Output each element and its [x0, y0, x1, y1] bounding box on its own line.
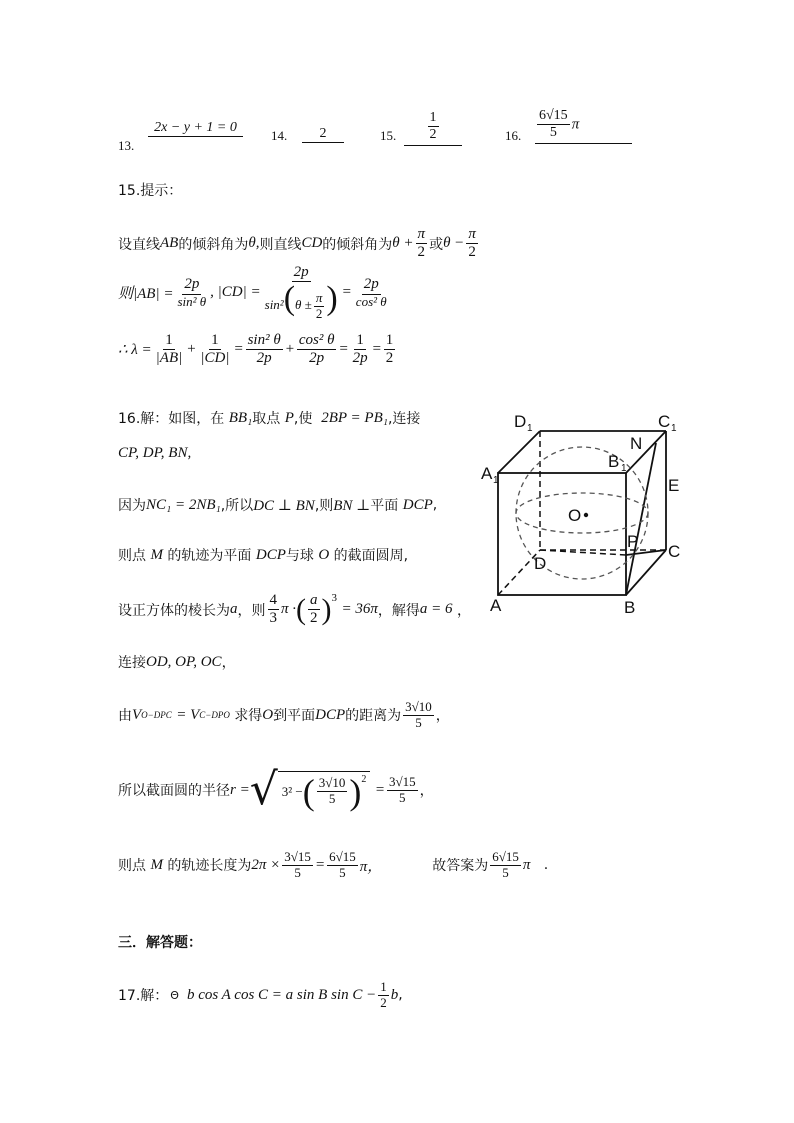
label-e: E — [668, 476, 680, 495]
sol-16-line9: 则点 M 的轨迹长度为 2π × $\frac{3√15}{5}$ = $\frac{6√15}{5}$ π， 故答案为 $\frac{6√15}{5}$ π . — [118, 849, 549, 880]
label-a1-sub: 1 — [493, 475, 499, 486]
sol-16-line8: 所以截面圆的半径 r = √ 3² − ( $\frac{3√10}{5}$ ) $^2$ = $\frac{3√15}{5}$ ， — [118, 764, 434, 815]
front-face — [498, 473, 626, 595]
edge-a1d1 — [498, 431, 540, 473]
section-3-heading: 三．解答题： — [118, 935, 202, 951]
answer-15-number: 15. — [380, 128, 397, 143]
answer-13-number: 13. — [118, 138, 135, 153]
answer-16: $\frac{6√15}{5}$ π — [535, 108, 632, 144]
label-p: P — [627, 532, 639, 551]
answer-13: 2x − y + 1 = 0 — [148, 120, 243, 137]
label-c1-sub: 1 — [671, 423, 677, 434]
label-b1-sub: 1 — [621, 463, 627, 474]
answer-14-number: 14. — [271, 128, 288, 143]
sol-16-line3: 因为 NC₁ = 2NB₁ ,所以 DC ⊥ BN ,则 BN ⊥ 平面 DCP , — [118, 496, 438, 514]
hint-15-title: 15.提示： — [118, 183, 183, 199]
answer-14: 2 — [302, 126, 344, 143]
label-o: O — [568, 506, 582, 525]
sol-16-line4: 则点 M 的轨迹为平面 DCP 与球 O 的截面圆周, — [118, 546, 409, 564]
answer-16-number: 16. — [505, 128, 522, 143]
label-b1: B — [608, 452, 620, 471]
sphere-equator — [516, 493, 648, 533]
sol-16-line2: CP, DP, BN, — [118, 445, 192, 461]
answer-15: $\frac{1}{2}$ — [404, 110, 462, 146]
center-point — [584, 513, 588, 517]
hint-15-line2: 则|AB| = $\frac{2p}{\text{sin² θ}}$ , |CD| = 2p sin²(θ ± $\frac{\pi}{2}$ ) = $\frac{2p}{\text{cos² θ}}$ — [118, 264, 387, 321]
label-d1-sub: 1 — [527, 423, 533, 434]
label-c1: C — [658, 412, 671, 431]
sol-16-line7: 由 V O−DPC = V C−DPO 求得 O 到平面 DCP 的距离为 $\frac{3√10}{5}$ ， — [118, 699, 450, 730]
label-d1: D — [514, 412, 527, 431]
sol-17-line1: 17.解： Θ b cos A cos C = a sin B sin C − $\frac{1}{2}$ b , — [118, 979, 403, 1010]
hint-15-line1: 设直线 AB 的倾斜角为 θ, 则直线 CD 的倾斜角为 θ + $\frac{\pi}{2}$ 或 θ − $\frac{\pi}{2}$ — [118, 226, 476, 261]
label-a: A — [490, 596, 502, 615]
hint-15-line3: ∴ λ = $\frac{1}{|AB|}$ + $\frac{1}{|CD|}$ = $\frac{\text{sin² θ}}{2p}$ + $\frac{\text{cos² θ}}{2p}$ = $\frac{1}{2p}$ = $\frac{1}{2}$ — [118, 332, 394, 367]
label-b: B — [624, 598, 636, 617]
label-d: D — [534, 554, 547, 573]
label-a1: A — [481, 464, 493, 483]
label-c: C — [668, 542, 681, 561]
sol-16-line1: 16.解：如图，在 BB₁ 取点 P ,使 2BP = PB₁ ,连接 — [118, 409, 421, 427]
cube-sphere-figure — [478, 405, 698, 620]
sol-16-line6: 连接 OD, OP, OC ， — [118, 653, 236, 671]
sol-16-line5: 设正方体的棱长为 a ，则 $\frac{4}{3}$ π · ( $\frac{a}{2}$ ) $^3$ = 36π ，解得 a = 6 ， — [118, 592, 471, 627]
label-n: N — [630, 434, 643, 453]
line-bn — [626, 443, 656, 595]
